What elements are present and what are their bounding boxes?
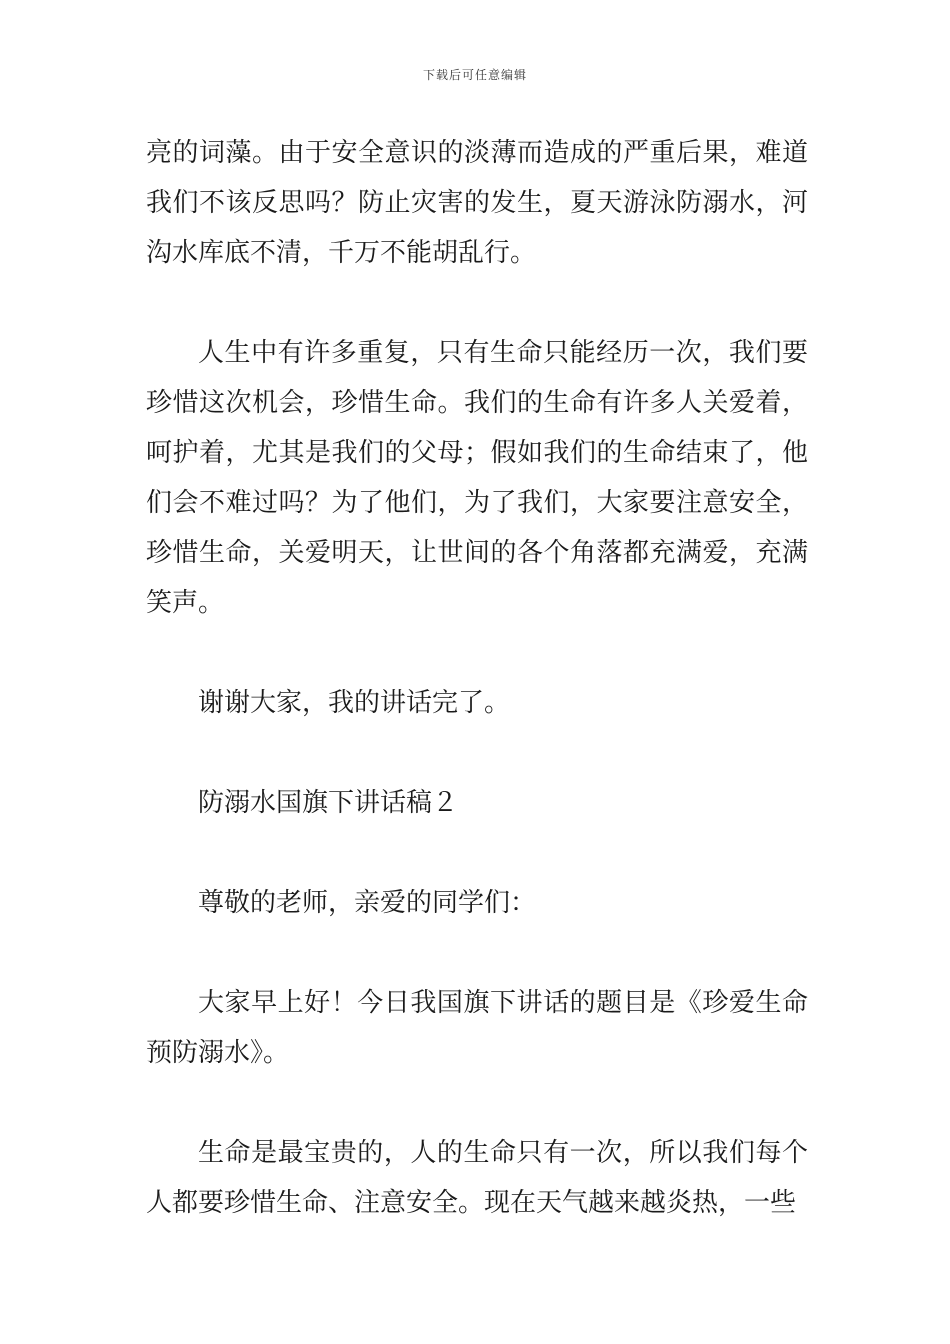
paragraph-greeting: 大家早上好！今日我国旗下讲话的题目是《珍爱生命预防溺水》。: [146, 988, 808, 1068]
paragraph-thanks: 谢谢大家，我的讲话完了。: [198, 688, 511, 718]
paragraph-life-precious: 生命是最宝贵的，人的生命只有一次，所以我们每个人都要珍惜生命、注意安全。现在天气越来越炎热，一些: [146, 1138, 808, 1218]
document-body: [146, 128, 808, 1228]
paragraph-continuation: 亮的词藻。由于安全意识的淡薄而造成的严重后果，难道我们不该反思吗？防止灾害的发生，夏天游泳防溺水，河沟水库底不清，千万不能胡乱行。: [146, 138, 808, 268]
page-header-note: 下载后可任意编辑: [422, 68, 527, 82]
paragraph-salutation: 尊敬的老师，亲爱的同学们：: [198, 888, 537, 918]
section-title: 防溺水国旗下讲话稿２: [198, 788, 459, 818]
paragraph-cherish-life: 人生中有许多重复，只有生命只能经历一次，我们要珍惜这次机会，珍惜生命。我们的生命有许多人关爱着，呵护着，尤其是我们的父母；假如我们的生命结束了，他们会不难过吗？为了他们，为了我们，大家要注意安全，珍惜生命，关爱明天，让世间的各个角落都充满爱，充满笑声。: [146, 338, 808, 618]
